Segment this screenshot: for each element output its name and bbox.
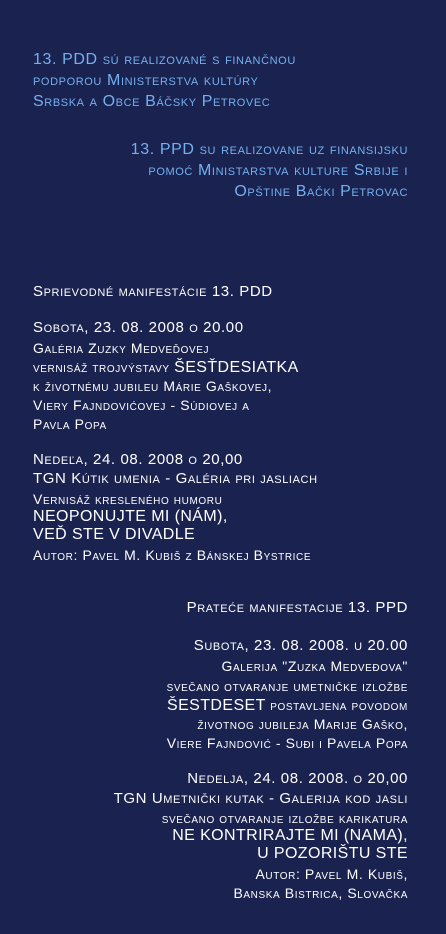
sponsor-note-sr-line-1: 13. PPD su realizovane uz finansijsku xyxy=(130,141,408,158)
event-sk-1-desc xyxy=(33,357,299,378)
section-title-sk: Sprievodné manifestácie 13. PDD xyxy=(33,283,273,300)
event-sk-1-line-5: Viery Fajndovićovej - Súdiovej a xyxy=(33,397,250,413)
event-sr-1-date: Subota, 23. 08. 2008. u 20.00 xyxy=(193,637,408,654)
event-sk-1-exhibition-title: ŠESŤDESIATKA xyxy=(174,359,299,376)
event-sr-2-author: Autor: Pavel M. Kubiš, xyxy=(255,866,408,882)
event-sr-1-desc: svečano otvaranje umetničke izložbe xyxy=(166,678,408,694)
event-sk-1-date: Sobota, 23. 08. 2008 o 20.00 xyxy=(33,319,244,336)
event-sk-1-venue: Galéria Zuzky Medveďovej xyxy=(33,340,210,356)
event-sk-1-line-4: k životnému jubileu Márie Gaškovej, xyxy=(33,378,273,394)
sponsor-note-sk-line-2: podporou Ministerstva kultúry xyxy=(33,72,259,89)
sponsor-note-sk-line-1: 13. PDD sú realizované s finančnou xyxy=(33,51,296,68)
event-sk-2-date: Nedeľa, 24. 08. 2008 o 20,00 xyxy=(33,451,243,468)
event-sr-2-author-location: Banska Bistrica, Slovačka xyxy=(233,885,408,901)
section-title-sr: Prateće manifestacije 13. PPD xyxy=(186,599,408,616)
event-sk-1-line-6: Pavla Popa xyxy=(33,416,107,432)
event-sr-1-title-line xyxy=(167,695,408,716)
event-sk-2-venue: TGN Kútik umenia - Galéria pri jasliach xyxy=(33,470,318,487)
event-sk-1-desc-text: vernisáž trojvýstavy xyxy=(33,359,170,375)
event-sr-2-venue: TGN Umetnički kutak - Galerija kod jasli xyxy=(113,790,408,807)
event-sr-1-line-5: životnog jubileja Marije Gaško, xyxy=(197,716,408,732)
event-sr-1-venue: Galerija "Zuzka Medveđova" xyxy=(221,658,408,674)
sponsor-note-sr-line-2: pomoć Ministarstva kulture Srbije i xyxy=(148,162,408,179)
event-sr-2-desc: svečano otvaranje izložbe karikatura xyxy=(161,810,408,826)
event-sr-1-occasion: postavljena povodom xyxy=(270,697,408,713)
event-sk-2-desc: Vernisáž kresleného humoru xyxy=(33,491,223,507)
sponsor-note-sk-line-3: Srbska a Obce Báčsky Petrovec xyxy=(33,93,271,110)
event-sk-2-title-line-2: VEĎ STE V DIVADLE xyxy=(33,526,196,543)
sponsor-note-sr-line-3: Opštine Bački Petrovac xyxy=(234,183,408,200)
event-sr-1-line-6: Viere Fajndović - Suđi i Pavela Popa xyxy=(166,735,408,751)
event-sr-1-exhibition-title: ŠESTDESET xyxy=(167,697,266,714)
event-sr-2-title-line-2: U POZORIŠTU STE xyxy=(257,845,408,862)
event-sr-2-date: Nedelja, 24. 08. 2008. o 20,00 xyxy=(187,770,408,787)
event-sk-2-author: Autor: Pavel M. Kubiš z Bánskej Bystrice xyxy=(33,547,312,563)
event-sk-2-title-line-1: NEOPONUJTE MI (NÁM), xyxy=(33,508,228,525)
event-sr-2-title-line-1: NE KONTRIRAJTE MI (NAMA), xyxy=(172,827,408,844)
